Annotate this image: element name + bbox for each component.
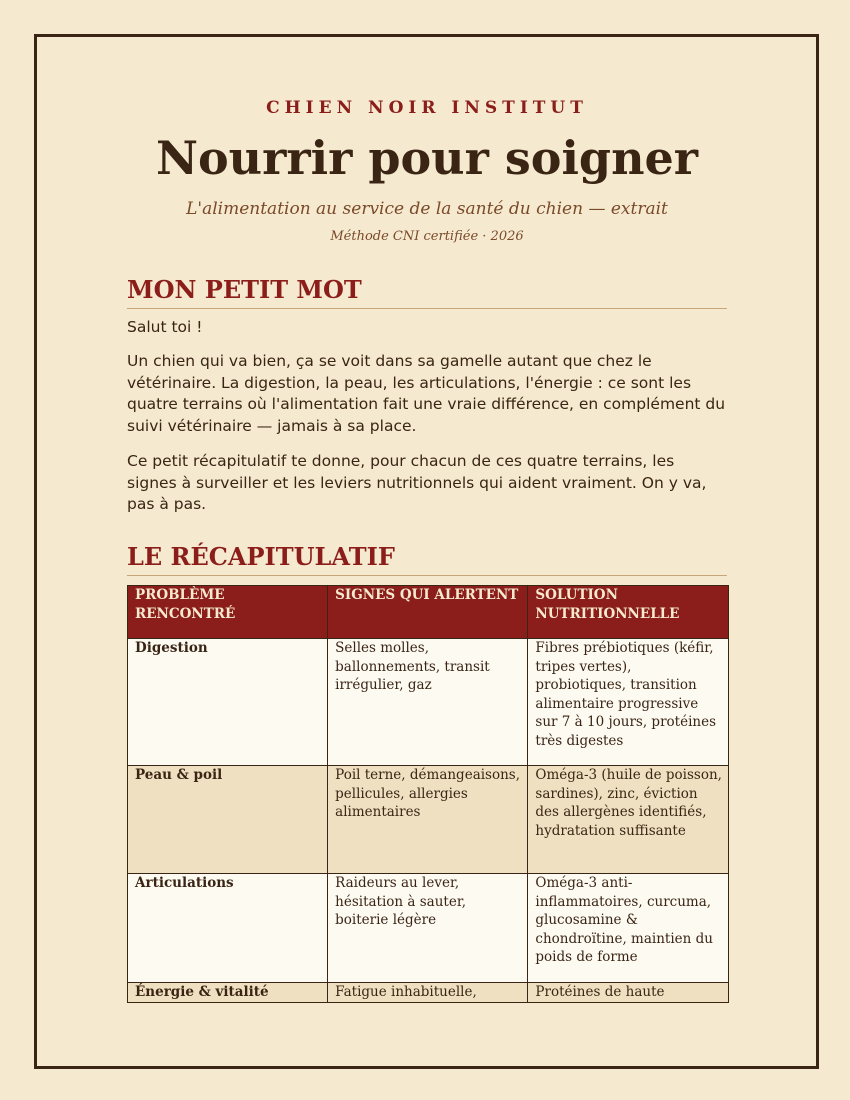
table-row (128, 983, 729, 1003)
recap-table (127, 585, 729, 1003)
cell-signes: Raideurs au lever, hésitation à sauter, boiterie légère (328, 874, 528, 983)
cell-solution: Oméga-3 (huile de poisson, sardines), zinc, éviction des allergènes identifiés, hydratation suffisante (528, 766, 729, 874)
institute-name: CHIEN NOIR INSTITUT (266, 98, 588, 118)
cell-signes: Selles molles, ballonnements, transit irrégulier, gaz (328, 639, 528, 766)
column-header-probleme: PROBLÈME RENCONTRÉ (128, 586, 328, 639)
section-heading-mot: MON PETIT MOT (127, 275, 727, 309)
column-header-signes: SIGNES QUI ALERTENT (328, 586, 528, 639)
column-header-solution: SOLUTION NUTRITIONNELLE (528, 586, 729, 639)
intro-paragraph-1: Un chien qui va bien, ça se voit dans sa gamelle autant que chez le vétérinaire. La digestion, la peau, les articulations, l'énergie : ce sont les quatre terrains où l'alimentation fait une vraie différence, en complément du suivi vétérinaire — jamais à sa place. (127, 352, 726, 435)
cell-signes: Fatigue inhabituelle, (328, 983, 528, 1003)
page-frame (34, 34, 819, 1069)
greeting: Salut toi ! (127, 318, 203, 336)
table-row (128, 639, 729, 766)
page-title: Nourrir pour soigner (155, 131, 699, 185)
cell-solution: Protéines de haute (528, 983, 729, 1003)
page-subtitle: L'alimentation au service de la santé du chien — extrait (186, 199, 668, 219)
cell-probleme: Digestion (128, 639, 328, 766)
method-note: Méthode CNI certifiée · 2026 (330, 229, 524, 244)
table-row (128, 874, 729, 983)
cell-signes: Poil terne, démangeaisons, pellicules, allergies alimentaires (328, 766, 528, 874)
table-row (128, 766, 729, 874)
cell-solution: Fibres prébiotiques (kéfir, tripes vertes), probiotiques, transition alimentaire progressive sur 7 à 10 jours, protéines très digestes (528, 639, 729, 766)
intro-paragraph-2: Ce petit récapitulatif te donne, pour chacun de ces quatre terrains, les signes à surveiller et les leviers nutritionnels qui aident vraiment. On y va, pas à pas. (127, 452, 707, 513)
cell-probleme: Énergie & vitalité (128, 983, 328, 1003)
cell-probleme: Articulations (128, 874, 328, 983)
cell-probleme: Peau & poil (128, 766, 328, 874)
table-header-row (128, 586, 729, 639)
cell-solution: Oméga-3 anti-inflammatoires, curcuma, glucosamine & chondroïtine, maintien du poids de forme (528, 874, 729, 983)
section-heading-recap: LE RÉCAPITULATIF (127, 542, 727, 576)
